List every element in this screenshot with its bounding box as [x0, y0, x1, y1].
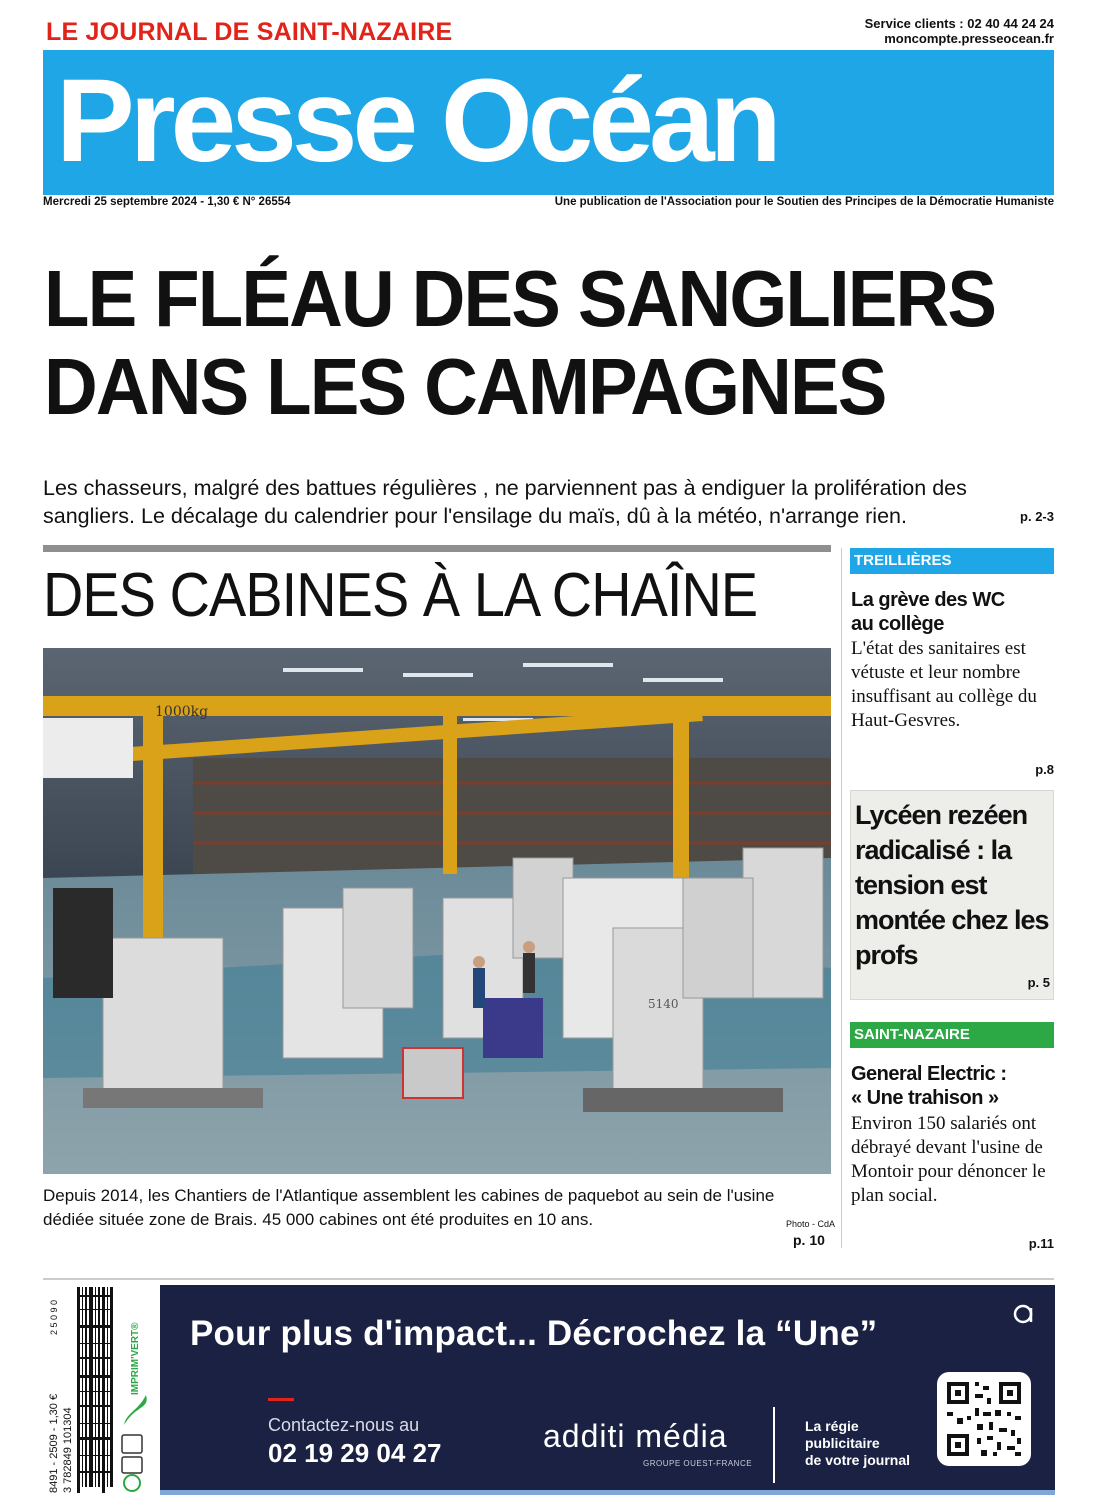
- qr-code[interactable]: [937, 1372, 1031, 1466]
- ad-regie-line1: La régie: [805, 1418, 859, 1434]
- cabinet-tag: 5140: [648, 997, 679, 1011]
- photo-credit: Photo - CdA: [786, 1219, 836, 1229]
- ad-divider: [773, 1407, 775, 1483]
- factory-photo-illustration: [43, 648, 831, 1174]
- publisher-line: Une publication de l'Association pour le Soutien des Principes de la Démocratie Humaniste: [554, 196, 1054, 208]
- barcode-price-text: 8491 - 2509 - 1,30 €: [48, 1393, 60, 1493]
- factory-photo: [43, 648, 831, 1174]
- recycle-bin-icon: [122, 1435, 142, 1453]
- crane-sign: 1000kg: [155, 704, 209, 720]
- brief-page-ge: p.11: [1028, 1236, 1054, 1251]
- edition-label: LE JOURNAL DE SAINT-NAZAIRE: [46, 18, 453, 46]
- brief-title-ge-line2: « Une trahison »: [851, 1087, 999, 1109]
- headline-page-ref: p. 2-3: [1020, 509, 1054, 524]
- ad-brand: additi média: [543, 1418, 728, 1454]
- photo-caption: Depuis 2014, les Chantiers de l'Atlantique assemblent les cabines de paquebot au sein de l'usine dédiée située zone de Brais. 45 000 cabines ont été produites en 10 ans.: [43, 1186, 775, 1229]
- brief-title-wc-line2: au collège: [851, 613, 944, 635]
- brief-title-ge-line1: General Electric :: [851, 1063, 1007, 1085]
- headline-lead: Les chasseurs, malgré des battues régulières , ne parviennent pas à endiguer la prolifération des sangliers. Le décalage du calendrier pour l'ensilage du maïs, dû à la météo, n'arrange rien.: [43, 476, 967, 528]
- main-headline-line1: LE FLÉAU DES SANGLIERS: [44, 254, 996, 343]
- brief-body-ge: Environ 150 salariés ont débrayé devant l'usine de Montoir pour dénoncer le plan social.: [851, 1113, 1046, 1206]
- qr-code-icon: [937, 1372, 1031, 1466]
- ad-group: GROUPE OUEST-FRANCE: [643, 1459, 753, 1468]
- kicker-treillieres: TREILLIÈRES: [850, 548, 1054, 574]
- service-clients-phone: Service clients : 02 40 44 24 24: [864, 16, 1054, 31]
- ad-regie-line3: de votre journal: [805, 1452, 911, 1468]
- main-headline-line2: DANS LES CAMPAGNES: [44, 342, 886, 431]
- ad-regie-text: [805, 1418, 910, 1469]
- additi-a-icon: [1010, 1300, 1036, 1326]
- column-divider: [841, 548, 842, 1248]
- barcode: [43, 1285, 117, 1495]
- imprim-vert-graphic: [116, 1285, 156, 1495]
- ad-headline: Pour plus d'impact... Décrochez la “Une”: [190, 1314, 878, 1353]
- service-info: [865, 16, 1054, 46]
- barcode-graphic: [43, 1285, 117, 1495]
- ad-bottom-band: [160, 1490, 1055, 1495]
- story-title: DES CABINES À LA CHAÎNE: [43, 561, 758, 630]
- ad-regie-line2: publicitaire: [805, 1435, 880, 1451]
- ad-contact-label: Contactez-nous au: [268, 1415, 420, 1435]
- ad-phone[interactable]: 02 19 29 04 27: [268, 1438, 442, 1468]
- recycle-icon: [124, 1475, 140, 1491]
- brief-title-wc-line1: La grève des WC: [851, 589, 1005, 611]
- paper-icon: [122, 1457, 142, 1473]
- account-url[interactable]: moncompte.presseocean.fr: [884, 31, 1054, 46]
- ad-accent-dash: [268, 1398, 294, 1401]
- brief-body-wc: L'état des sanitaires est vétuste et leur nombre insuffisant au collège du Haut-Gesvres.: [851, 638, 1037, 731]
- main-headline: [44, 254, 996, 431]
- bottom-rule: [43, 1278, 1054, 1280]
- brief-page-lyceen: p. 5: [1027, 975, 1050, 990]
- additi-a-glyph: [1010, 1300, 1036, 1326]
- imprim-vert-badge: [116, 1285, 156, 1495]
- barcode-supplement: 2 5 0 9 0: [49, 1299, 59, 1335]
- brief-title-wc: [851, 588, 1005, 636]
- kicker-saint-nazaire: SAINT-NAZAIRE: [850, 1022, 1054, 1048]
- dateline: Mercredi 25 septembre 2024 - 1,30 € N° 26554: [43, 196, 291, 208]
- brief-title-ge: [851, 1062, 1007, 1110]
- story-page-ref: p. 10: [793, 1232, 825, 1248]
- brief-page-wc: p.8: [1035, 762, 1054, 777]
- newspaper-logo: Presse Océan: [56, 55, 777, 187]
- imprim-vert-label: IMPRIM'VERT®: [130, 1322, 141, 1395]
- brief-title-lyceen: Lycéen rezéen radicalisé : la tension est montée chez les profs: [855, 800, 1049, 970]
- leaf-icon: [124, 1395, 147, 1425]
- story-rule: [43, 545, 831, 552]
- barcode-number: 3 782849 101304: [62, 1407, 74, 1493]
